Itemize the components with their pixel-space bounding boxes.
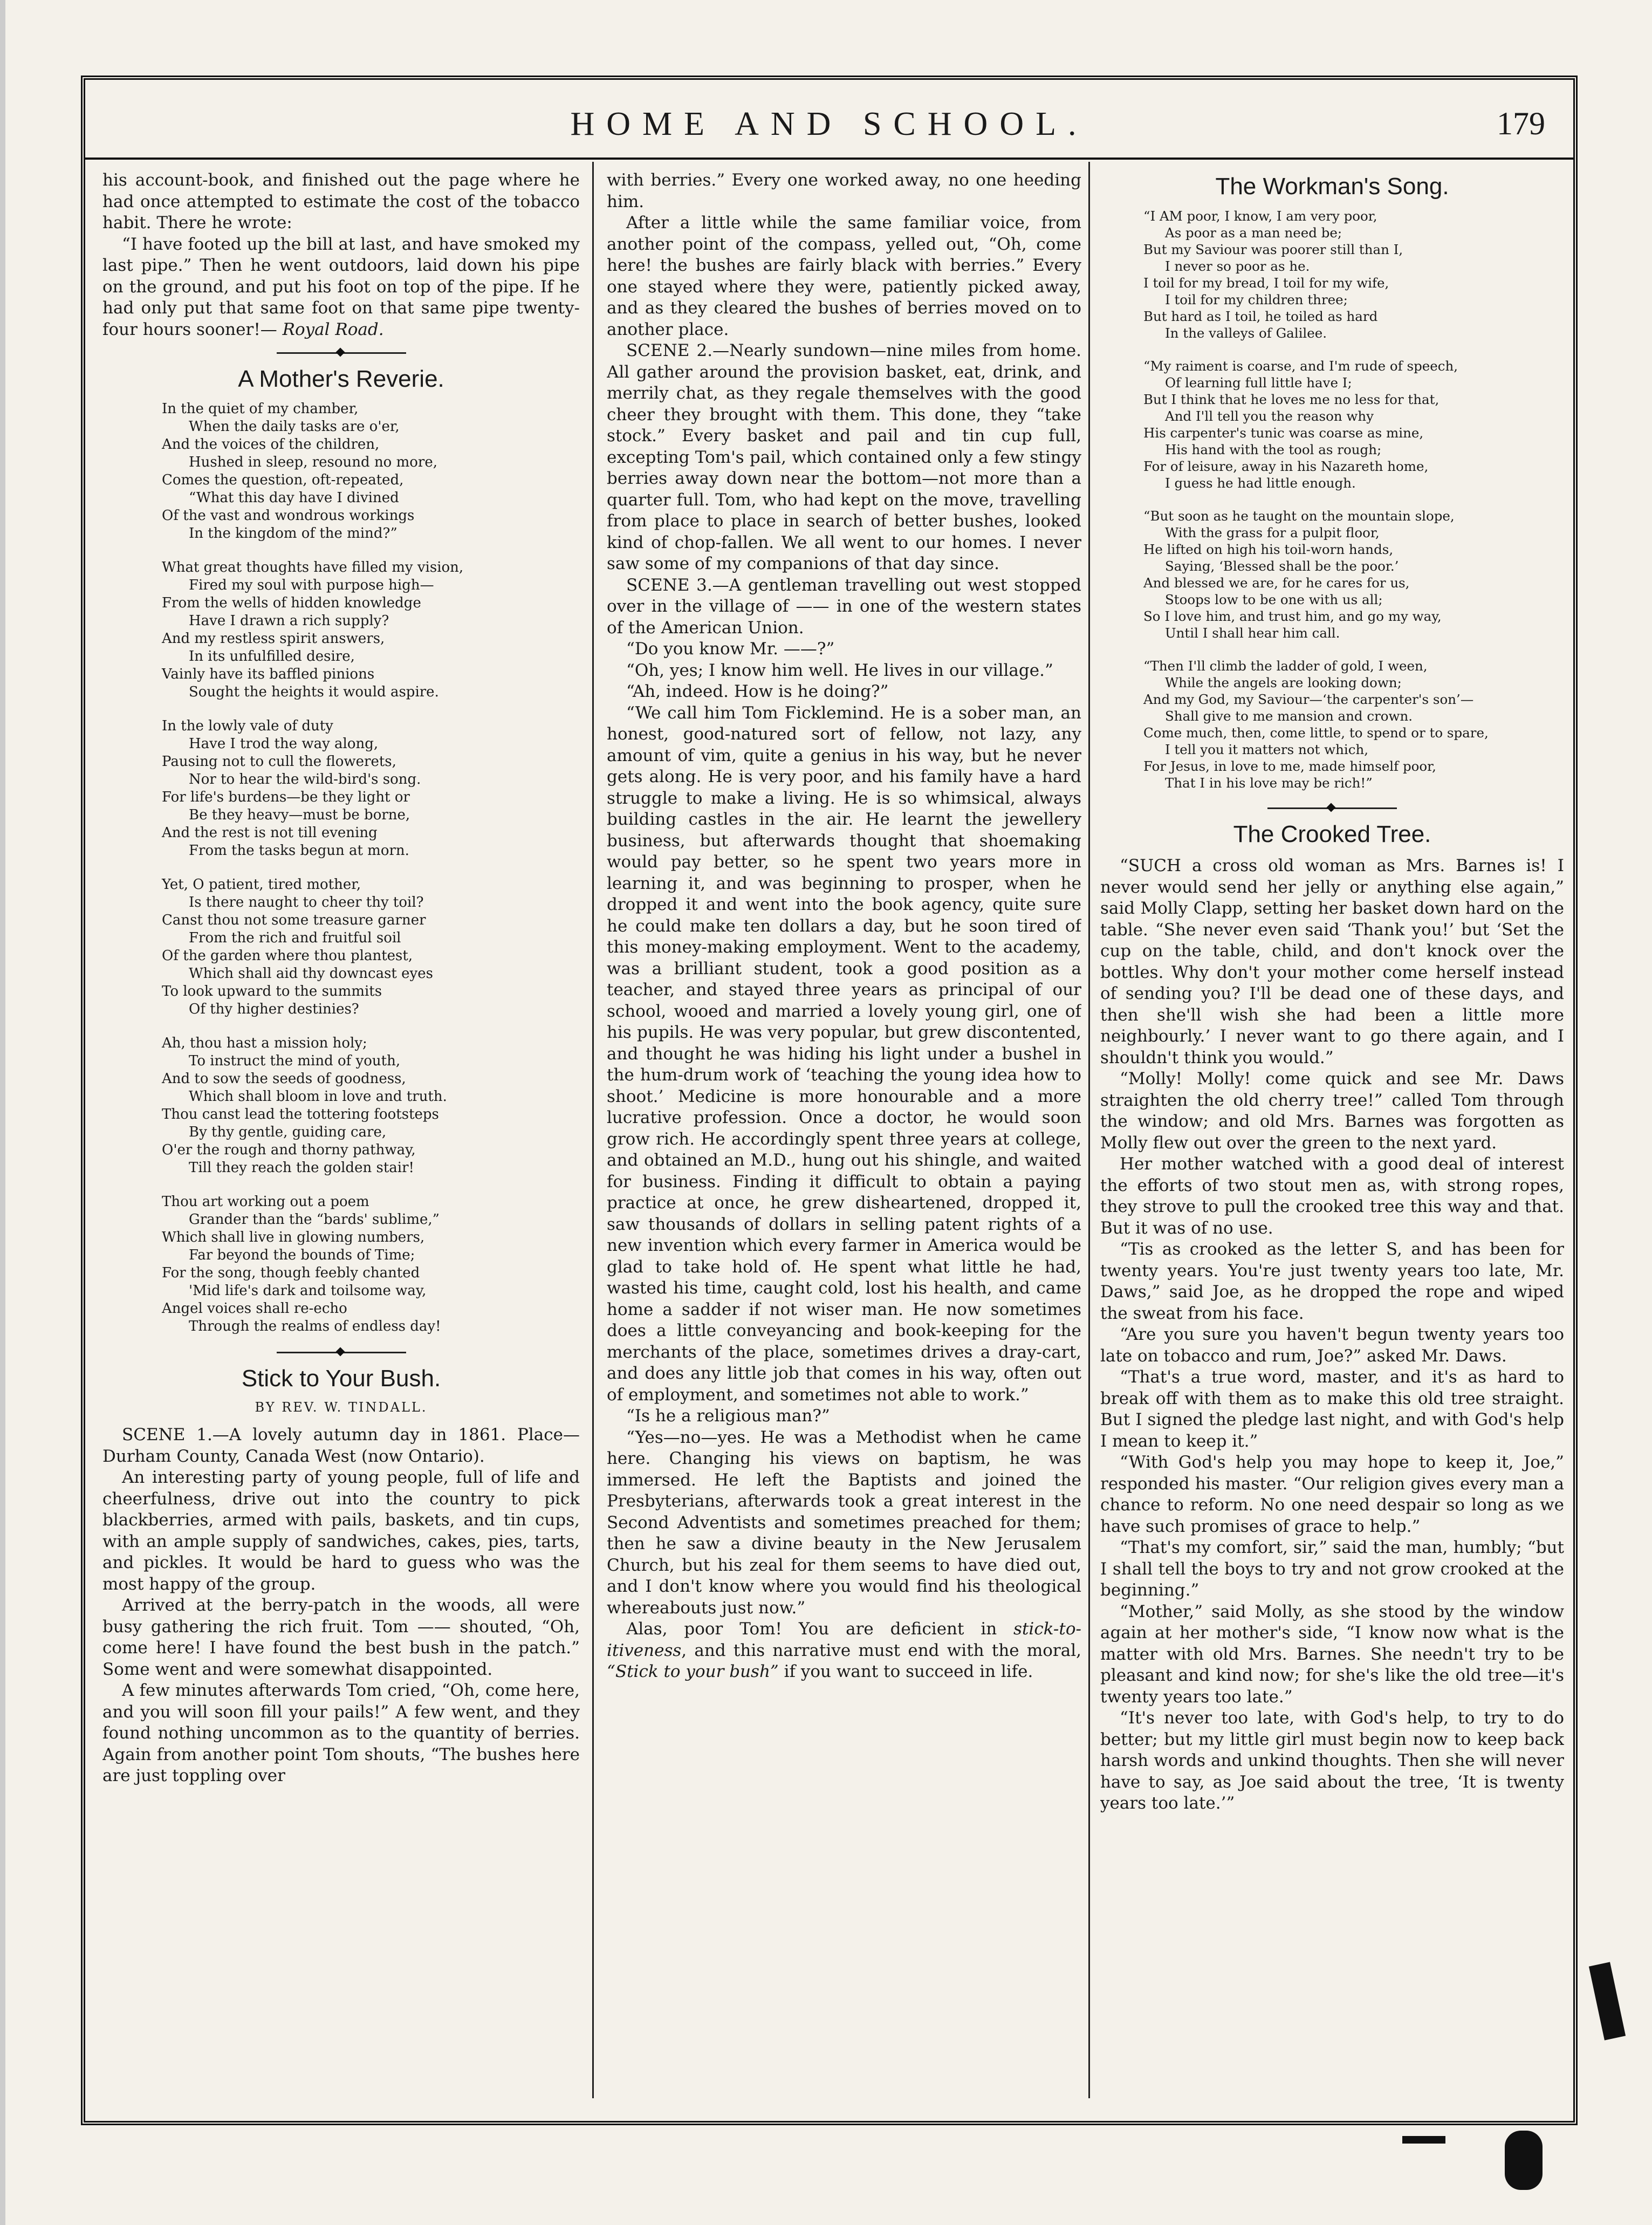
poem-line: I toil for my bread, I toil for my wife, <box>1143 275 1389 291</box>
column-rule <box>1088 162 1090 2098</box>
poem-line: That I in his love may be rich!” <box>1165 775 1373 791</box>
poem-line: I tell you it matters not which, <box>1165 742 1369 757</box>
poem-line: Fired my soul with purpose high— <box>189 577 434 593</box>
story-paragraph: Arrived at the berry-patch in the woods, all were busy gathering the rich fruit. Tom —— shouted, “Oh, come here! I have found the best bush in the patch.” Some went and were somewhat disappointed. <box>102 1596 580 1679</box>
poem-stanza <box>1100 508 1564 641</box>
poem-line: From the tasks begun at morn. <box>189 843 409 859</box>
poem-line: I toil for my children three; <box>1165 292 1348 307</box>
poem-line: Which shall aid thy downcast eyes <box>189 966 433 982</box>
quote-text: “I have footed up the bill at last, and have smoked my last pipe.” Then he went outdoors, laid down his pipe on the ground, and put his foot on top of the pipe. If he had only put that same foot on that same pipe twenty-four hours sooner!— <box>102 234 580 339</box>
story-title: The Crooked Tree. <box>1233 821 1431 847</box>
running-header <box>81 100 1578 159</box>
dialogue-line: “Ah, indeed. How is he doing?” <box>626 682 889 701</box>
poem-stanza <box>102 876 580 1018</box>
moral-text: Alas, poor Tom! You are deficient in <box>626 1619 1014 1639</box>
poem-line: Have I trod the way along, <box>189 736 379 752</box>
poem-line: And my God, my Saviour—‘the carpenter's son’— <box>1143 692 1474 707</box>
poem-mothers-reverie <box>102 400 580 1336</box>
story-paragraph: SCENE 2.—Nearly sundown—nine miles from home. All gather around the provision basket, eat, drink, and merrily chat, as they regale themselves with the good cheer they brought with them. This done, they “take stock.” Every basket and pail and tin cup full, excepting Tom's pail, which contained only a few stingy berries away down near the bottom—not more than a quarter full. Tom, who had kept on the move, travelling from place to place in search of better bushes, looked kind of chop-fallen. We all went to our homes. I never saw some of my companions of that day since. <box>607 341 1081 573</box>
poem-line: Nor to hear the wild-bird's song. <box>189 771 421 788</box>
poem-line: But I think that he loves me no less for that, <box>1143 392 1439 407</box>
poem-stanza <box>1100 208 1564 341</box>
poem-line: From the wells of hidden knowledge <box>162 595 421 611</box>
poem-line: His hand with the tool as rough; <box>1165 442 1382 457</box>
poem-line: Thou canst lead the tottering footsteps <box>162 1106 439 1122</box>
poem-line: Of the vast and wondrous workings <box>162 508 415 524</box>
poem-line: Till they reach the golden stair! <box>189 1160 414 1176</box>
dialogue-paragraph: “We call him Tom Ficklemind. He is a sober man, an honest, good-natured sort of fellow, not lazy, any amount of vim, quite a genius in his way, but he never gets along. He is very poor, and his family have a hard struggle to make a living. He is so whimsical, always building castles in the air. He learnt the jewellery business, but afterwards thought that shoemaking would pay better, so he spent two years more in learning it, and was beginning to prosper, when he dropped it and went into the book agency, quite sure he could make ten dollars a day, but he soon tired of this money-making employment. Went to the academy, was a brilliant student, took a good position as a teacher, and stayed three years as principal of our school, wooed and married a lovely young girl, one of his pupils. He was very popular, but grew discontented, and thought he was hiding his light under a bushel in the hum-drum work of ‘teaching the young idea how to shoot.’ Medicine is more honourable and a more lucrative profession. Once a doctor, he would soon grow rich. He accordingly spent three years at college, and obtained an M.D., hung out his shingle, and waited for business. Finding it difficult to obtain a paying practice at once, he grew disheartened, dropped it, saw thousands of dollars in selling patent rights of a new invention which every farmer in America would be glad to take hold of. He spent what little he had, wasted his time, caught cold, lost his health, and came home a sadder if not wiser man. He now sometimes does a little conveyancing and book-keeping for the merchants of the place, sometimes drives a dray-cart, and does any little job that comes in his way, often out of employment, and sometimes not able to work.” <box>607 703 1081 1405</box>
story-paragraph: A few minutes afterwards Tom cried, “Oh, come here, and you will soon fill your pails!” A few went, and they found nothing uncommon as to the quantity of berries. Again from another point Tom shouts, “The bushes here are just toppling over <box>102 1681 580 1785</box>
poem-workmans-song <box>1100 208 1564 791</box>
story-paragraph: “With God's help you may hope to keep it, Joe,” responded his master. “Our religion gives every man a chance to reform. No one need despair so long as we have such promises of grace to help.” <box>1100 1453 1564 1536</box>
moral-emphasis: stick-to-itiveness <box>607 1619 1081 1660</box>
story-crooked-tree <box>1100 855 1564 1815</box>
column-rule <box>592 162 594 2098</box>
poem-stanza <box>102 559 580 701</box>
story-paragraph: with berries.” Every one worked away, no one heeding him. <box>607 170 1081 211</box>
dialogue-line: “Do you know Mr. ——?” <box>626 639 835 659</box>
header-rule <box>84 158 1575 160</box>
poem-line: He lifted on high his toil-worn hands, <box>1143 542 1394 557</box>
poem-line: Ah, thou hast a mission holy; <box>162 1035 367 1051</box>
column-left <box>102 170 580 2101</box>
section-separator <box>1267 807 1397 809</box>
poem-line: For Jesus, in love to me, made himself poor, <box>1143 758 1436 774</box>
poem-title: The Workman's Song. <box>1215 173 1449 200</box>
poem-line: For the song, though feebly chanted <box>162 1265 420 1281</box>
ink-smudge <box>1505 2131 1543 2190</box>
poem-line: As poor as a man need be; <box>1165 225 1342 241</box>
section-separator <box>277 1352 406 1353</box>
poem-line: For of leisure, away in his Nazareth home, <box>1143 458 1429 474</box>
poem-line: Come much, then, come little, to spend or to spare, <box>1143 725 1489 741</box>
poem-line: Until I shall hear him call. <box>1165 625 1340 641</box>
poem-stanza <box>1100 358 1564 491</box>
poem-line: When the daily tasks are o'er, <box>189 419 400 435</box>
column-right <box>1100 170 1564 2101</box>
story-paragraph: “That's my comfort, sir,” said the man, humbly; “but I shall tell the boys to try and not grow crooked at the beginning.” <box>1100 1538 1564 1600</box>
poem-line: And my restless spirit answers, <box>162 631 385 647</box>
article-continuation: his account-book, and finished out the page where he had once attempted to estimate the cost of the tobacco habit. There he wrote: <box>102 170 580 232</box>
ink-smudge <box>1589 1962 1626 2040</box>
story-paragraph: “SUCH a cross old woman as Mrs. Barnes is! I never would send her jelly or anything else again,” said Molly Clapp, setting her basket down hard on the table. “She never even said ‘Thank you!’ but ‘Set the cup on the table, child, and don't knock over the bottles. Why don't your mother come herself instead of sending you? I'll be dead one of these days, and then she'll wish she had been a little more neighbourly.’ I never want to go there again, and I shouldn't think you would.” <box>1100 856 1564 1067</box>
poem-line: O'er the rough and thorny pathway, <box>162 1142 416 1158</box>
article-paragraph <box>102 234 580 341</box>
poem-line: What great thoughts have filled my vision, <box>162 559 464 576</box>
poem-line: Of learning full little have I; <box>1165 375 1352 391</box>
poem-title: A Mother's Reverie. <box>238 366 444 392</box>
story-paragraph: SCENE 3.—A gentleman travelling out west stopped over in the village of —— in one of the western states of the American Union. <box>607 575 1081 638</box>
poem-line: Hushed in sleep, resound no more, <box>189 454 437 470</box>
poem-stanza <box>102 400 580 543</box>
poem-line: From the rich and fruitful soil <box>189 930 401 946</box>
poem-line: Sought the heights it would aspire. <box>189 684 439 700</box>
poem-line: In the quiet of my chamber, <box>162 401 359 417</box>
ink-smudge <box>1402 2136 1445 2144</box>
moral-text: if you want to succeed in life. <box>778 1662 1033 1681</box>
poem-line: By thy gentle, guiding care, <box>189 1124 387 1140</box>
poem-line: Is there naught to cheer thy toil? <box>189 894 424 910</box>
poem-line: I never so poor as he. <box>1165 258 1310 274</box>
poem-line: Of thy higher destinies? <box>189 1001 359 1017</box>
poem-stanza <box>102 1193 580 1336</box>
moral-emphasis: “Stick to your bush” <box>607 1662 779 1681</box>
poem-line: “But soon as he taught on the mountain slope, <box>1143 508 1455 524</box>
poem-line: With the grass for a pulpit floor, <box>1165 525 1380 540</box>
poem-line: “What this day have I divined <box>189 490 399 506</box>
poem-stanza <box>102 1035 580 1177</box>
poem-line: Of the garden where thou plantest, <box>162 948 413 964</box>
poem-line: “My raiment is coarse, and I'm rude of speech, <box>1143 358 1458 374</box>
poem-line: Thou art working out a poem <box>162 1194 369 1210</box>
poem-stanza <box>102 717 580 860</box>
poem-line: For life's burdens—be they light or <box>162 789 410 805</box>
publication-title: HOME AND SCHOOL. <box>570 106 1088 142</box>
poem-line: Vainly have its baffled pinions <box>162 666 375 682</box>
story-title: Stick to Your Bush. <box>241 1365 441 1392</box>
poem-line: And I'll tell you the reason why <box>1165 408 1374 424</box>
poem-line: And blessed we are, for he cares for us, <box>1143 575 1410 591</box>
poem-line: But my Saviour was poorer still than I, <box>1143 242 1403 257</box>
story-paragraph: “It's never too late, with God's help, to try to do better; but my little girl must begin now to keep back harsh words and unkind thoughts. Then she will never have to say, as Joe said about the tree, ‘It is twenty years too late.’” <box>1100 1708 1564 1813</box>
poem-line: Comes the question, oft-repeated, <box>162 472 404 488</box>
poem-line: Through the realms of endless day! <box>189 1318 441 1334</box>
story-paragraph: After a little while the same familiar voice, from another point of the compass, yelled out, “Oh, come here! the bushes are fairly black with berries.” Every one stayed where they were, patiently picked away, and as they cleared the bushes of berries moved on to another place. <box>607 213 1081 339</box>
poem-stanza <box>1100 658 1564 791</box>
moral-text: , and this narrative must end with the moral, <box>681 1640 1081 1660</box>
story-paragraph: “That's a true word, master, and it's as hard to break off with them as to make this old tree straight. But I signed the pledge last night, and with God's help I mean to keep it.” <box>1100 1367 1564 1451</box>
poem-line: His carpenter's tunic was coarse as mine, <box>1143 425 1424 441</box>
poem-line: To instruct the mind of youth, <box>189 1053 401 1069</box>
poem-line: But hard as I toil, he toiled as hard <box>1143 309 1378 324</box>
dialogue-paragraph: “Yes—no—yes. He was a Methodist when he came here. Changing his views on baptism, he was immersed. He left the Baptists and joined the Presbyterians, afterwards took a great interest in the Second Adventists and sometimes preached for them; then he saw a divine beauty in the New Jerusalem Church, but his zeal for them seems to have died out, and I don't know where you would find his theological whereabouts just now.” <box>607 1427 1081 1618</box>
story-moral <box>607 1619 1081 1683</box>
source-credit: Royal Road. <box>282 319 384 339</box>
poem-line: Stoops low to be one with us all; <box>1165 592 1383 607</box>
poem-line: “I AM poor, I know, I am very poor, <box>1143 208 1377 224</box>
story-paragraph: “Are you sure you haven't begun twenty years too late on tobacco and rum, Joe?” asked Mr. Daws. <box>1100 1325 1564 1366</box>
story-paragraph: “Molly! Molly! come quick and see Mr. Daws straighten the old cherry tree!” called Tom through the window; and old Mrs. Barnes was forgotten as Molly flew out over the green to the next yard. <box>1100 1069 1564 1153</box>
column-middle <box>607 170 1081 2101</box>
dialogue-line: “Is he a religious man?” <box>626 1406 830 1426</box>
poem-line: Saying, ‘Blessed shall be the poor.’ <box>1165 558 1399 574</box>
story-paragraph: An interesting party of young people, full of life and cheerfulness, drive out into the country to pick blackberries, armed with pails, baskets, and tin cups, with an ample supply of sandwiches, cakes, pies, tarts, and pickles. It would be hard to guess who was the most happy of the group. <box>102 1468 580 1594</box>
poem-line: Pausing not to cull the flowerets, <box>162 754 396 770</box>
poem-line: Canst thou not some treasure garner <box>162 912 426 928</box>
poem-line: Grander than the “bards' sublime,” <box>189 1211 440 1228</box>
poem-line: 'Mid life's dark and toilsome way, <box>189 1283 427 1299</box>
poem-line: And the voices of the children, <box>162 436 380 453</box>
poem-line: While the angels are looking down; <box>1165 675 1402 690</box>
poem-line: In its unfulfilled desire, <box>189 648 355 665</box>
story-paragraph: “Mother,” said Molly, as she stood by the window again at her mother's side, “I know now what is the matter with old Mrs. Barnes. She needn't try to be pleasant and kind now; for she's like the old tree—it's twenty years too late.” <box>1100 1601 1564 1707</box>
story-byline: BY REV. W. TINDALL. <box>255 1400 428 1415</box>
poem-line: Which shall bloom in love and truth. <box>189 1088 447 1105</box>
poem-line: Which shall live in glowing numbers, <box>162 1229 425 1245</box>
page-number: 179 <box>1497 106 1545 141</box>
story-paragraph: SCENE 1.—A lovely autumn day in 1861. Place—Durham County, Canada West (now Ontario). <box>102 1425 580 1466</box>
poem-line: To look upward to the summits <box>162 983 382 999</box>
poem-line: So I love him, and trust him, and go my way, <box>1143 608 1442 624</box>
section-separator <box>277 352 406 354</box>
poem-line: In the kingdom of the mind?” <box>189 525 397 542</box>
poem-line: In the lowly vale of duty <box>162 718 333 734</box>
dialogue-line: “Oh, yes; I know him well. He lives in our village.” <box>626 660 1053 680</box>
poem-line: Shall give to me mansion and crown. <box>1165 708 1413 724</box>
poem-line: And the rest is not till evening <box>162 825 378 841</box>
poem-line: I guess he had little enough. <box>1165 475 1356 491</box>
poem-line: Far beyond the bounds of Time; <box>189 1247 415 1263</box>
poem-line: Have I drawn a rich supply? <box>189 613 389 629</box>
poem-line: Yet, O patient, tired mother, <box>162 877 361 893</box>
poem-line: “Then I'll climb the ladder of gold, I ween, <box>1143 658 1428 674</box>
story-paragraph: Her mother watched with a good deal of interest the efforts of two stout men as, with strong ropes, they strove to pull the crooked tree this way and that. But it was of no use. <box>1100 1154 1564 1238</box>
poem-line: And to sow the seeds of goodness, <box>162 1071 406 1087</box>
poem-line: Angel voices shall re-echo <box>162 1300 347 1317</box>
poem-line: In the valleys of Galilee. <box>1165 325 1327 341</box>
story-paragraph: “Tis as crooked as the letter S, and has been for twenty years. You're just twenty years too late, Mr. Daws,” said Joe, as he dropped the rope and wiped the sweat from his face. <box>1100 1240 1564 1323</box>
page-edge <box>0 0 5 2225</box>
poem-line: Be they heavy—must be borne, <box>189 807 410 823</box>
